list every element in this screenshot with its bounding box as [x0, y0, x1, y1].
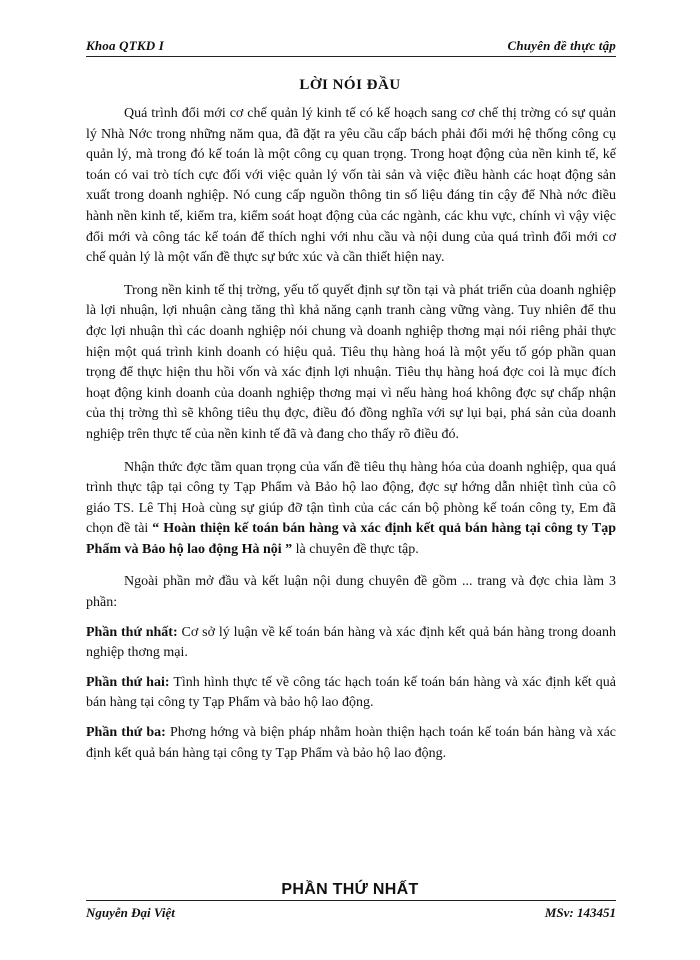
part-description: Tình hình thực tế về công tác hạch toán kế toán bán hàng và xác định kết quả bán hàng tại công ty Tạp Phẩm và bảo hộ lao động. — [86, 674, 617, 711]
part-description: Phơng hớng và biện pháp nhằm hoàn thiện hạch toán kế toán bán hàng và xác định kết quả bán hàng tại công ty Tạp Phẩm và bảo hộ lao động. — [86, 725, 616, 761]
footer-author: Nguyễn Đại Việt — [86, 905, 175, 920]
page-footer — [86, 900, 616, 920]
part-item — [86, 723, 616, 764]
section-heading: PHẦN THỨ NHẤT — [281, 881, 419, 898]
paragraph-1: Quá trình đổi mới cơ chế quản lý kinh tế có kế hoạch sang cơ chế thị trờng có sự quản lý Nhà Nớc trong những năm qua, đã đặt ra yêu cầu cấp bách phải đổi mới hệ thống công cụ quản lý, mà trong đó kế toán là một công cụ quan trọng. Trong hoạt động của nền kinh tế, kế toán có vai trò tích cực đối với việc quản lý vốn tài sản và việc điều hành các hoạt động sản xuất trong doanh nghiệp. Nó cung cấp nguồn thông tin số liệu đáng tin cậy để Nhà nớc điều hành nền kinh tế, kiểm tra, kiểm soát hoạt động của các ngành, các khu vực, chính vì vậy việc đổi mới và công tác kế toán để thích nghi với nhu cầu và nội dung của quá trình đổi mới cơ chế quản lý là một vấn đề thực sự bức xúc và cần thiết hiện nay. — [86, 106, 616, 266]
paragraph-3 — [86, 458, 616, 561]
page-title: LỜI NÓI ĐẦU — [299, 77, 401, 93]
part-name: Phần thứ hai: — [86, 674, 170, 690]
paragraph-3-before: Nhận thức đợc tầm quan trọng của vấn đề tiêu thụ hàng hóa của doanh nghiệp, qua quá trình thực tập tại công ty Tạp Phẩm và Bảo hộ lao động, đợc sự hớng dẫn nhiệt tình của cô giáo TS. Lê Thị Hoà cùng sự giúp đỡ tận tình của các cán bộ phòng kế toán công ty, Em đã chọn đề tài — [86, 459, 616, 537]
document-body — [86, 104, 616, 764]
part-name: Phần thứ nhất: — [86, 624, 178, 640]
parts-intro: Ngoài phần mở đầu và kết luận nội dung chuyên đề gồm ... trang và đợc chia làm 3 phần: — [86, 574, 616, 611]
thesis-topic: “ Hoàn thiện kế toán bán hàng và xác định kết quả bán hàng tại công ty Tạp Phẩm và Bảo hộ lao động Hà nội ” — [86, 521, 616, 557]
paragraph-3-after: là chuyên đề thực tập. — [292, 541, 419, 557]
footer-student-id: MSv: 143451 — [544, 905, 616, 920]
header-doc-type: Chuyên đề thực tập — [507, 38, 616, 53]
page-header — [86, 38, 616, 57]
part-item — [86, 673, 616, 714]
paragraph-2: Trong nền kinh tế thị trờng, yếu tố quyết định sự tồn tại và phát triển của doanh nghiệp là lợi nhuận, lợi nhuận càng tăng thì khả năng cạnh tranh càng vững vàng. Tuy nhiên để thu đợc lợi nhuận thì các doanh nghiệp nói chung và doanh nghiệp thơng mại nói riêng phải thực hiện một quá trình kinh doanh có hiệu quả. Tiêu thụ hàng hoá là một yếu tố góp phần quan trọng để thực hiện thu hồi vốn và xác định lợi nhuận. Tiêu thụ hàng hoá đợc coi là mục đích hoạt động kinh doanh của doanh nghiệp thơng mại vì nếu hàng hoá không đợc sự chấp nhận của thị trờng thì sẽ không tiêu thụ đợc, điều đó đồng nghĩa với sự lụi bại, phá sản của doanh nghiệp trên thực tế của nền kinh tế đã và đang cho thấy rõ điều đó. — [86, 282, 616, 442]
header-faculty: Khoa QTKD I — [86, 38, 165, 53]
part-item — [86, 623, 616, 664]
part-description: Cơ sở lý luận về kế toán bán hàng và xác định kết quả bán hàng trong doanh nghiệp thơng mại. — [86, 624, 616, 661]
part-name: Phần thứ ba: — [86, 725, 166, 741]
